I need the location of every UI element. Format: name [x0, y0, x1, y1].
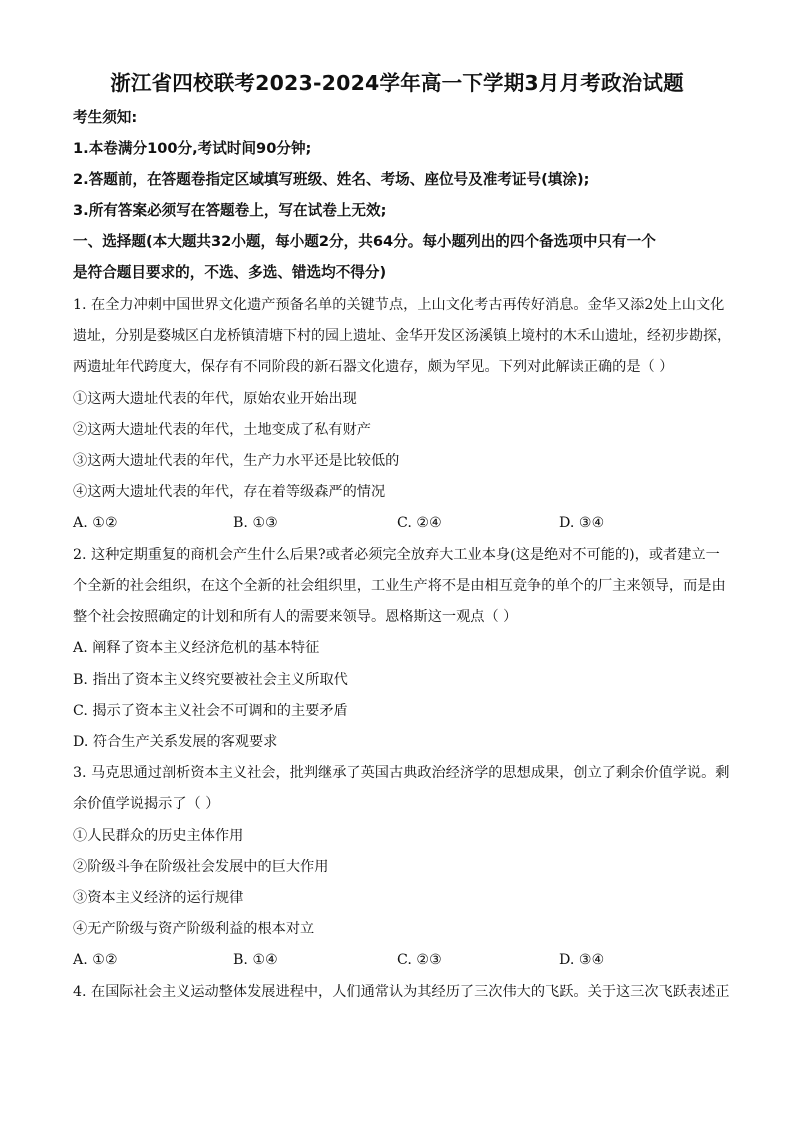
answer-option: A. 阐释了资本主义经济危机的基本特征	[73, 640, 320, 656]
statement: ①这两大遗址代表的年代，原始农业开始出现	[73, 391, 357, 407]
question-text: 两遗址年代跨度大，保存有不同阶段的新石器文化遗存，颇为罕见。下列对此解读正确的是（ ）	[73, 359, 674, 375]
answer-option: D. 符合生产关系发展的客观要求	[73, 734, 278, 750]
answer-option: C. ②③	[397, 952, 442, 968]
answer-option: B. ①④	[233, 952, 278, 968]
question-text: 余价值学说揭示了（ ）	[73, 796, 220, 812]
statement: ③这两大遗址代表的年代，生产力水平还是比较低的	[73, 453, 400, 469]
question-text: 个全新的社会组织，在这个全新的社会组织里，工业生产将不是由相互竞争的单个的厂主来领导，而是由	[73, 578, 726, 594]
statement: ④这两大遗址代表的年代，存在着等级森严的情况	[73, 484, 386, 500]
answer-option: D. ③④	[559, 515, 605, 531]
statement: ①人民群众的历史主体作用	[73, 828, 244, 844]
page-title: 浙江省四校联考2023-2024学年高一下学期3月月考政治试题	[110, 71, 684, 95]
notice-item: 1.本卷满分100分,考试时间90分钟;	[73, 140, 312, 157]
answer-option: B. 指出了资本主义终究要被社会主义所取代	[73, 672, 348, 688]
notice-item: 2.答题前，在答题卷指定区域填写班级、姓名、考场、座位号及准考证号(填涂);	[73, 171, 590, 188]
section-heading: 一、选择题(本大题共32小题，每小题2分，共64分。每小题列出的四个备选项中只有一个	[73, 233, 656, 250]
notice-heading: 考生须知:	[73, 109, 138, 126]
answer-option: C. 揭示了资本主义社会不可调和的主要矛盾	[73, 703, 348, 719]
question-text: 3. 马克思通过剖析资本主义社会，批判继承了英国古典政治经济学的思想成果，创立了剩余价值学说。剩	[73, 765, 730, 781]
section-heading: 是符合题目要求的，不选、多选、错选均不得分)	[73, 264, 387, 281]
statement: ③资本主义经济的运行规律	[73, 890, 244, 906]
statement: ②阶级斗争在阶级社会发展中的巨大作用	[73, 859, 329, 875]
question-text: 1. 在全力冲刺中国世界文化遗产预备名单的关键节点，上山文化考古再传好消息。金华又添2处上山文化	[73, 297, 725, 313]
question-text: 2. 这种定期重复的商机会产生什么后果?或者必须完全放弃大工业本身(这是绝对不可能的)，或者建立一	[73, 547, 720, 563]
question-text: 4. 在国际社会主义运动整体发展进程中，人们通常认为其经历了三次伟大的飞跃。关于这三次飞跃表述正	[73, 984, 730, 1000]
statement: ②这两大遗址代表的年代，土地变成了私有财产	[73, 422, 371, 438]
statement: ④无产阶级与资产阶级利益的根本对立	[73, 921, 315, 937]
notice-item: 3.所有答案必须写在答题卷上，写在试卷上无效;	[73, 202, 387, 219]
answer-option: A. ①②	[73, 515, 118, 531]
question-text: 整个社会按照确定的计划和所有人的需要来领导。恩格斯这一观点（ ）	[73, 609, 518, 625]
answer-option: D. ③④	[559, 952, 605, 968]
answer-option: B. ①③	[233, 515, 278, 531]
question-text: 遗址，分别是婺城区白龙桥镇清塘下村的园上遗址、金华开发区汤溪镇上境村的木禾山遗址，经初步勘探，	[73, 328, 731, 344]
answer-option: C. ②④	[397, 515, 442, 531]
answer-option: A. ①②	[73, 952, 118, 968]
